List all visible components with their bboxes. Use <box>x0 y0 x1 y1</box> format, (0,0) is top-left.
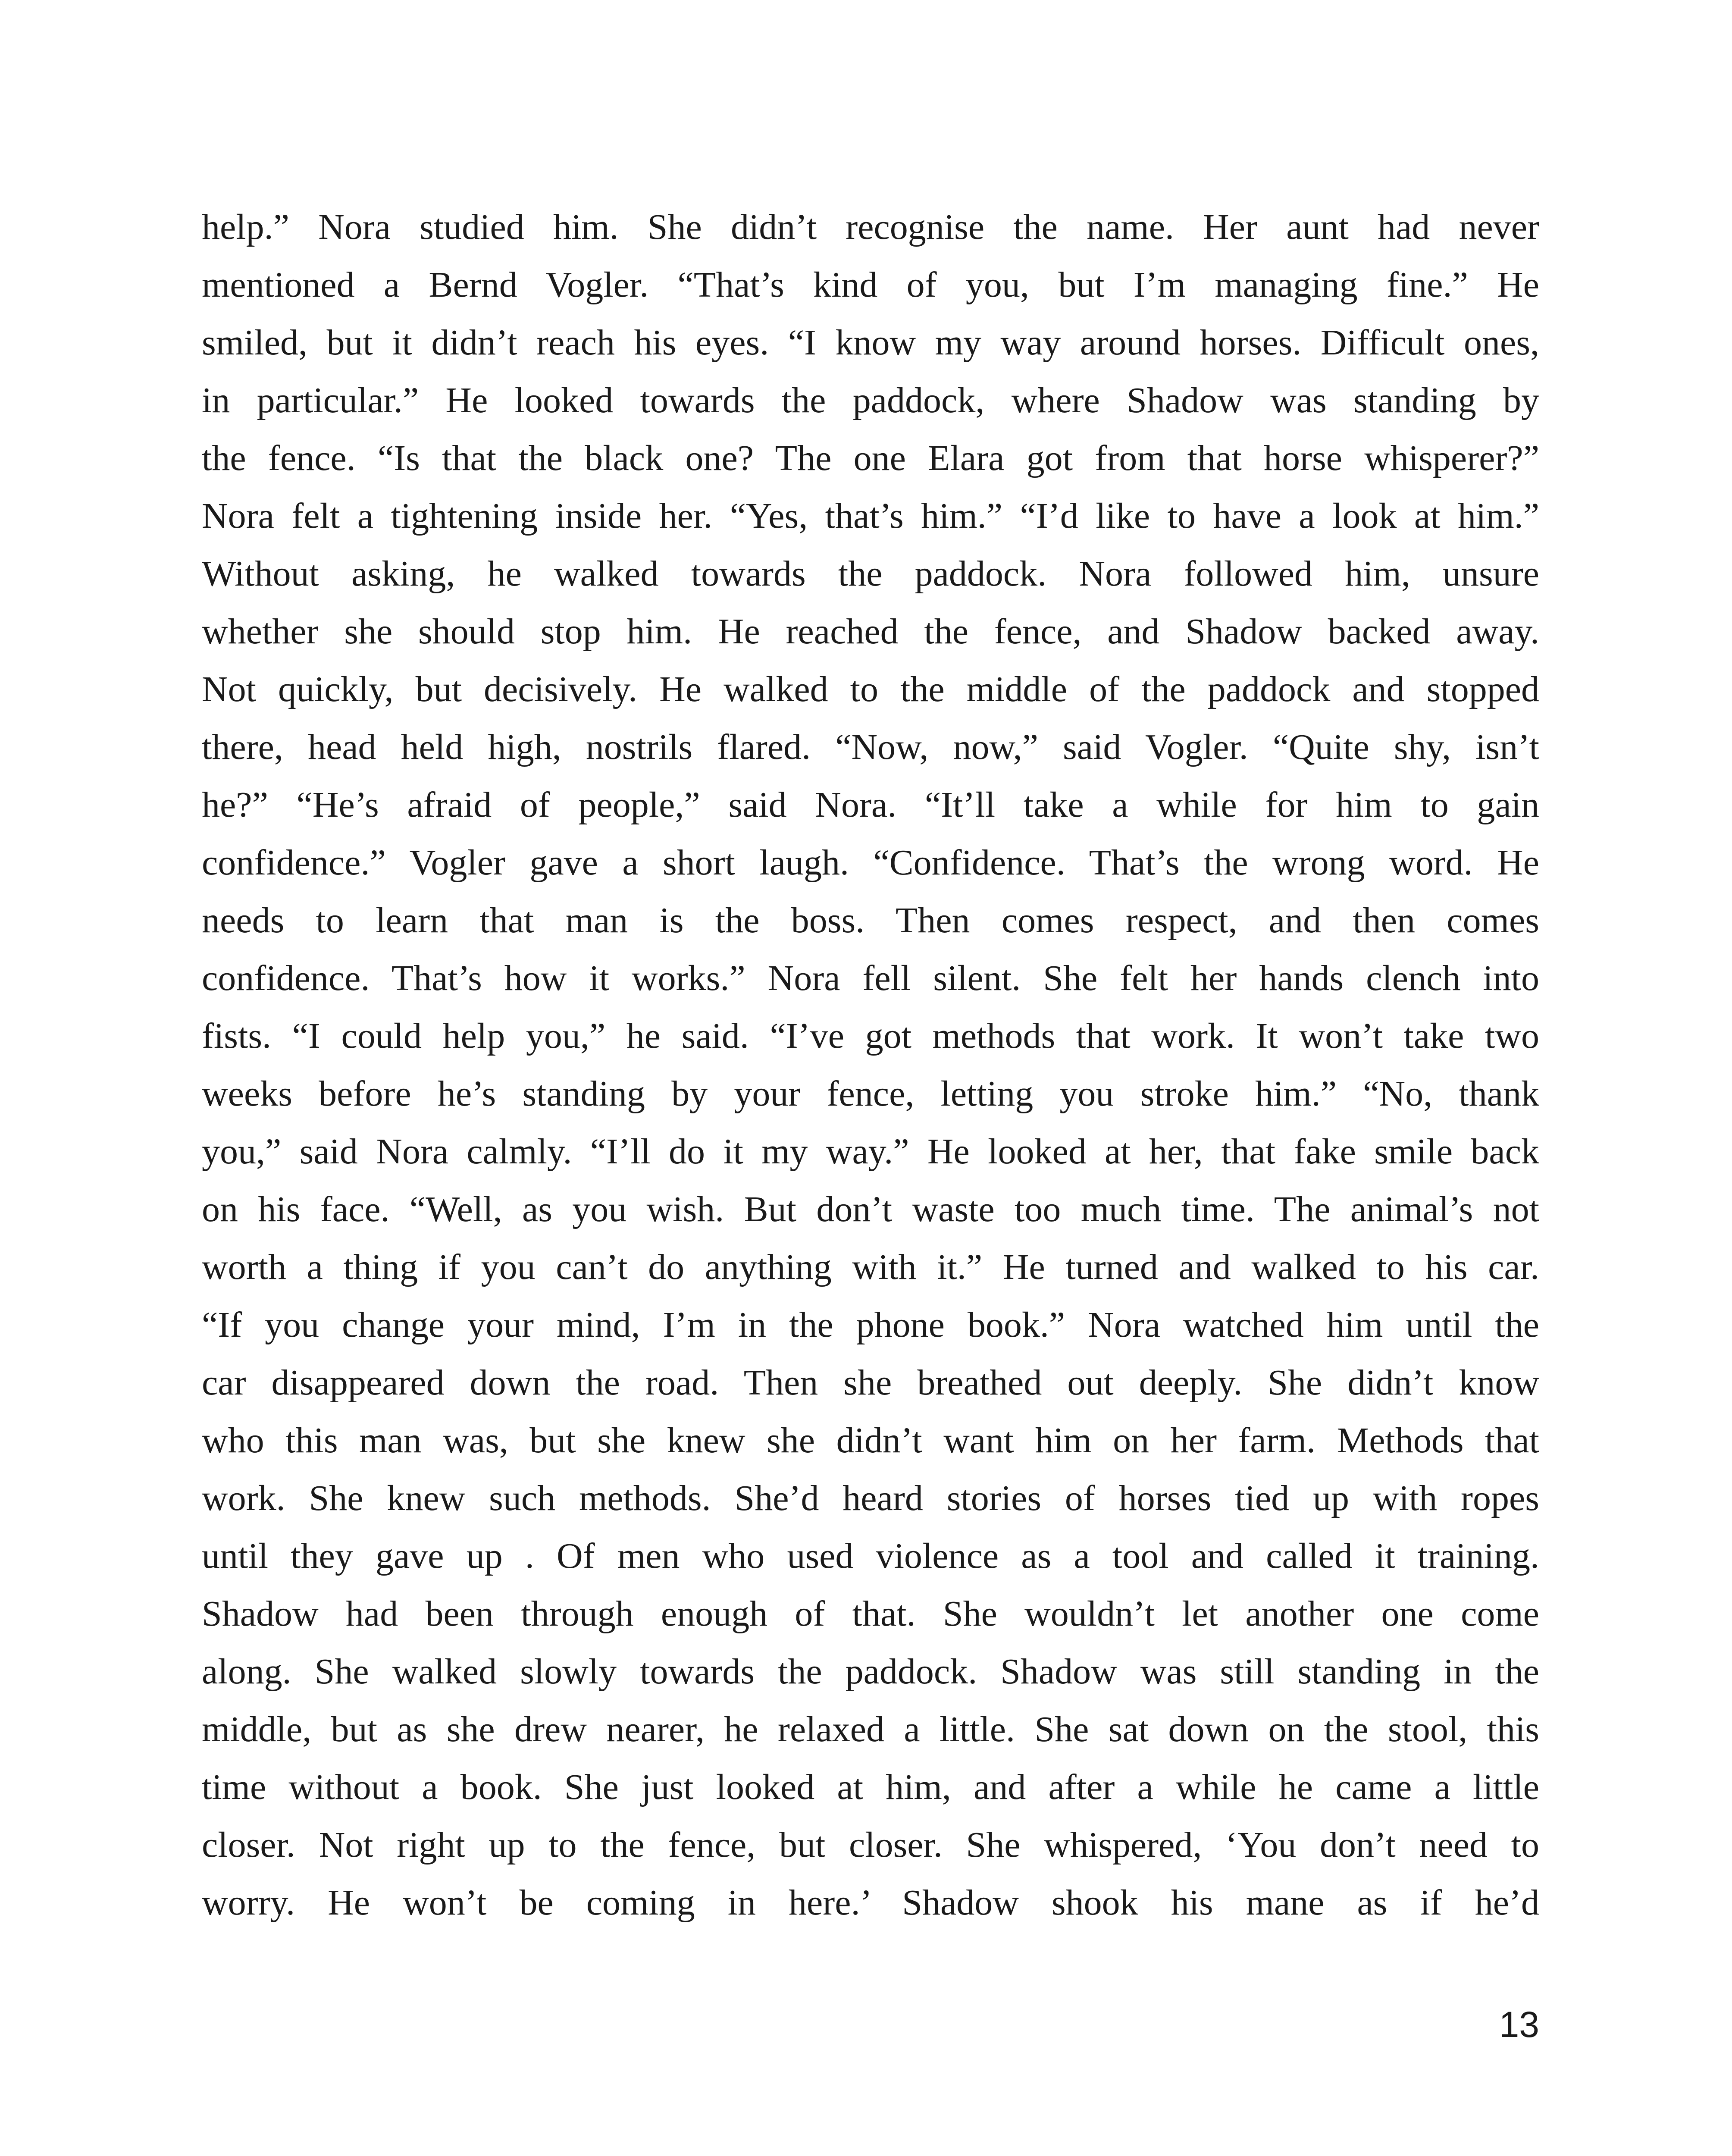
page-number: 13 <box>1499 2004 1539 2045</box>
text-line: whether she should stop him. He reached the fence, and Shadow backed away. <box>202 611 1539 652</box>
text-line: Without asking, he walked towards the paddock. Nora followed him, unsure <box>202 554 1539 594</box>
text-line: Not quickly, but decisively. He walked to the middle of the paddock and stopped <box>202 669 1539 709</box>
text-line: Nora felt a tightening inside her. “Yes, that’s him.” “I’d like to have a look at him.” <box>202 496 1539 536</box>
text-line: car disappeared down the road. Then she breathed out deeply. She didn’t know <box>202 1363 1539 1403</box>
text-line: he?” “He’s afraid of people,” said Nora. “It’ll take a while for him to gain <box>202 785 1539 825</box>
text-line: weeks before he’s standing by your fence, letting you stroke him.” “No, thank <box>202 1074 1539 1114</box>
text-line: confidence.” Vogler gave a short laugh. “Confidence. That’s the wrong word. He <box>202 843 1539 883</box>
text-line: the fence. “Is that the black one? The one Elara got from that horse whisperer?” <box>202 438 1539 478</box>
text-line: along. She walked slowly towards the paddock. Shadow was still standing in the <box>202 1651 1539 1692</box>
text-line: you,” said Nora calmly. “I’ll do it my way.” He looked at her, that fake smile back <box>202 1131 1539 1172</box>
text-line: on his face. “Well, as you wish. But don’t waste too much time. The animal’s not <box>202 1189 1539 1229</box>
text-line: closer. Not right up to the fence, but closer. She whispered, ‘You don’t need to <box>202 1825 1539 1865</box>
body-text <box>202 198 1539 1932</box>
text-line: there, head held high, nostrils flared. “Now, now,” said Vogler. “Quite shy, isn’t <box>202 727 1539 767</box>
text-line: fists. “I could help you,” he said. “I’ve got methods that work. It won’t take two <box>202 1016 1539 1056</box>
text-line: mentioned a Bernd Vogler. “That’s kind of you, but I’m managing fine.” He <box>202 265 1539 305</box>
text-line: until they gave up . Of men who used violence as a tool and called it training. <box>202 1536 1539 1576</box>
text-line: work. She knew such methods. She’d heard stories of horses tied up with ropes <box>202 1478 1539 1518</box>
text-line: worth a thing if you can’t do anything with it.” He turned and walked to his car. <box>202 1247 1539 1287</box>
text-line: help.” Nora studied him. She didn’t recognise the name. Her aunt had never <box>202 207 1539 247</box>
text-line: “If you change your mind, I’m in the phone book.” Nora watched him until the <box>202 1305 1539 1345</box>
text-line: Shadow had been through enough of that. She wouldn’t let another one come <box>202 1594 1539 1634</box>
text-line: in particular.” He looked towards the paddock, where Shadow was standing by <box>202 380 1539 420</box>
text-line: needs to learn that man is the boss. Then comes respect, and then comes <box>202 900 1539 940</box>
text-line: confidence. That’s how it works.” Nora fell silent. She felt her hands clench into <box>202 958 1539 998</box>
text-line: smiled, but it didn’t reach his eyes. “I know my way around horses. Difficult ones, <box>202 323 1539 363</box>
text-line: middle, but as she drew nearer, he relaxed a little. She sat down on the stool, this <box>202 1709 1539 1749</box>
text-line: worry. He won’t be coming in here.’ Shadow shook his mane as if he’d <box>202 1883 1539 1923</box>
text-line: who this man was, but she knew she didn’t want him on her farm. Methods that <box>202 1420 1539 1460</box>
text-line: time without a book. She just looked at him, and after a while he came a little <box>202 1767 1539 1807</box>
